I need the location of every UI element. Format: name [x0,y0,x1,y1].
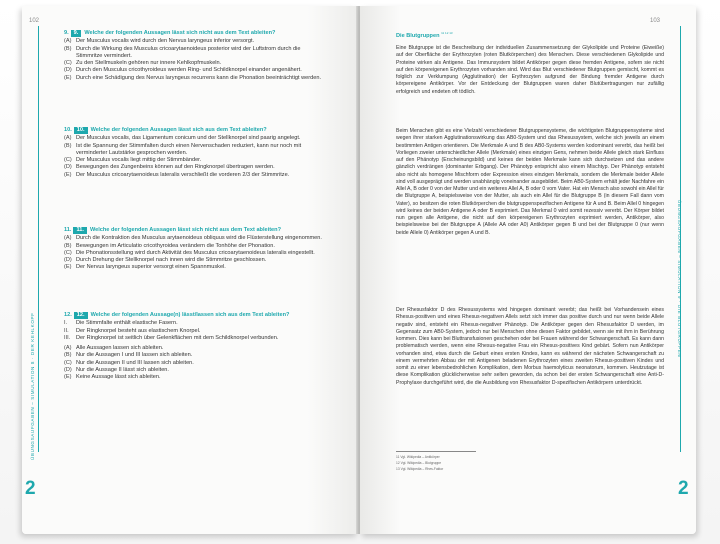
footnote: 13 Vgl. Wikipedia – Rhes-Faktor [396,467,444,471]
statement: III. Der Ringknorpel ist seitlich über Gelenkflächen mit dem Schildknorpel verbunden. [64,334,279,341]
question-heading [64,30,328,37]
answer-option: (E) Keine Aussage lässt sich ableiten. [64,374,161,381]
question-heading [64,127,328,134]
answer-option: (B) Durch die Wirkung des Musculus cricoarytaenoideus posterior wird der Luftstrom durch die Stimmritze vermindert. [64,45,301,59]
answer-option: (A) Der Musculus vocalis, das Ligamentum conicum und der Stellknorpel sind paarig angelegt. [64,135,301,142]
answer-option: (D) Durch den Musculus cricothyroideus werden Ring- und Schildknorpel einander angenähert. [64,67,302,74]
question-10 [64,127,328,179]
answer-option: (D) Bewegungen des Zungenbeins können auf den Ringknorpel übertragen werden. [64,164,275,171]
question-11 [64,227,328,272]
page-number: 102 [29,18,40,24]
answer-option: (A) Der Musculus vocalis wird durch den Nervus laryngeus inferior versorgt. [64,38,255,45]
statement: I. Die Stimmfalte enthält elastische Fasern. [64,320,178,327]
paragraph: Beim Menschen gibt es eine Vielzahl verschiedener Blutgruppensysteme, die wichtigsten Blutgruppensysteme sind wegen ihrer starken Agglutinationswirkung das AB0-System und das Rhesussystem, welche sich jeweils an einem bestimmten Antigen orientieren. Die Merkmale A und B des AB0-Systems werden kodominant vererbt, das heißt bei Vorliegen zweier unterschiedlicher Allele (Merkmale) eines einzigen Gens, nehmen beide Allele gleich stark Einfluss auf den Phänotyp (Erscheinungsbild) und keines der beiden Merkmale kann sich durchsetzen und das andere gänzlich verdrängen (dominanter Erbgang). Der Phänotyp entspricht also einem Mischtyp. Der Phänotyp entsteht also nicht als homogene Mischform oder Expression eines einzigen Merkmals, sondern die Merkmale beider Allele sind voll ausgeprägt und werden unabhängig voneinander ausgebildet. Beim AB0-System erhält jeder Nachfahre ein Allel A, B oder 0 von der Mutter und ein weiteres Allel A, B oder 0 vom Vater. Hat ein Mensch also sowohl ein Allel für die Blutgruppe A, beispielsweise von der Mutter, als auch ein Allel für die Blutgruppe B (in diesem Fall dann vom Vater), so besitzen die roten Blutkörperchen die blutgruppenspezifischen Antigene für A und B. Beim Allel 0 hingegen wird keines der beiden Antigene A oder B exprimiert. Das Merkmal 0 wird somit rezessiv vererbt. Der Körper bildet nun gegen alle Antigene, die nicht auf den körpereigenen Erythrozyten exprimiert werden, Antikörper, also beispielsweise bei der Blutgruppe A (Allele AA oder A0) Antikörper gegen B und bei der Blutgruppe 0 (nur wenn beide Allele 0) Antikörper gegen A und B. [396,128,664,236]
question-9 [64,30,328,82]
question-text: Welche der folgenden Aussagen lässt sich nicht aus dem Text ableiten? [84,30,276,36]
page-number: 103 [650,18,661,24]
footnote-divider [396,451,476,452]
answer-option: (B) Ist die Spannung der Stimmfalten durch einen Nervenschaden reduziert, kann nur noch mit verminderter Lautstärke gesprochen werden. [64,142,302,156]
question-12 [64,312,328,382]
question-number: 12. [64,312,72,318]
answer-option: (C) Zu den Stellmuskeln gehören nur innere Kehlkopfmuskeln. [64,60,222,67]
question-number-box: 10. [74,127,88,134]
answer-option: (D) Durch Drehung der Stellknorpel nach innen wird die Stimmritze geschlossen. [64,257,267,264]
answer-option: (B) Nur die Aussagen I und III lassen sich ableiten. [64,352,193,359]
paragraph: Eine Blutgruppe ist die Beschreibung der individuellen Zusammensetzung der Glykolipide und Proteine (Eiweiße) auf der Oberfläche der Erythrozyten (roten Blutkörperchen) des Menschen. Diese verschiedenen Glykolipide und Proteine wirken als Antigene. Das Immunsystem bildet Antikörper gegen diese fremden Antigene, sofern sie nicht auf den körpereigenen Erythrozyten vorhanden sind. Wird das Blut verschiedener Blutgruppen gemischt, kommt es folglich zur Verklumpung (Agglutination) der Erythrozyten aufgrund der Bindung fremder Antigene durch körpereigene Antikörper. Vor der Entdeckung der Blutgruppen waren daher Blutübertragungen nur zufällig erfolgreich und endeten oft tödlich. [396,45,664,95]
question-heading [64,312,328,319]
question-heading [64,227,328,234]
chapter-number: 2 [678,478,689,499]
statement: II. Der Ringknorpel besteht aus elastischem Knorpel. [64,327,201,334]
question-number: 11. [64,227,72,233]
side-rule [38,26,39,452]
question-text: Welche der folgenden Aussagen lässt sich nicht aus dem Text ableiten? [89,227,282,233]
side-chapter-label: ÜBUNGSAUFGABEN – SIMULATION 9 · DIE BLUTGRUPPEN [677,200,682,358]
question-number-box: 12. [74,312,88,319]
answer-option: (A) Alle Aussagen lassen sich ableiten. [64,345,164,352]
question-number: 9. [64,30,69,36]
section-title [396,31,453,39]
side-chapter-label: ÜBUNGSAUFGABEN – SIMULATION 8 · DER KEHLKOPF [30,312,35,460]
question-number-box: 9. [71,30,82,37]
answer-option: (C) Nur die Aussagen II und III lassen sich ableiten. [64,359,194,366]
answer-option: (C) Der Musculus vocalis liegt mittig der Stimmbänder. [64,157,202,164]
title-text: Die Blutgruppen [396,32,440,39]
answer-option: (B) Bewegungen im Articulatio cricothyroidea verändern die Tonhöhe der Phonation. [64,242,275,249]
footnote: 12 Vgl. Wikipedia – Blutgruppe [396,461,442,465]
answer-option: (C) Die Phonationsstellung wird durch Aktivität des Musculus cricoarytaenoideus lateralis eingestellt. [64,249,315,256]
question-text: Welche der folgenden Aussage(n) lässt/lassen sich aus dem Text ableiten? [90,312,290,318]
answer-option: (E) Der Nervus laryngeus superior versorgt einen Spannmuskel. [64,264,226,271]
footnote-refs: 11 12 13 [441,31,453,35]
answer-option: (A) Durch die Kontraktion des Musculus arytaenoideus obliquus wird die Flüsterstellung eingenommen. [64,235,322,242]
question-text: Welche der folgenden Aussagen lässt sich aus dem Text ableiten? [90,127,267,133]
answer-option: (E) Der Musculus cricoarytaenoideus lateralis verschließt die vorderen 2/3 der Stimmritze. [64,171,290,178]
answer-option: (E) Durch eine Schädigung des Nervus laryngeus recurrens kann die Phonation beeinträchtigt werden. [64,74,322,81]
question-number: 10. [64,127,72,133]
footnote: 11 Vgl. Wikipedia – Antikörper [396,455,440,459]
question-number-box: 11. [73,227,86,234]
answer-option: (D) Nur die Aussage II lässt sich ableiten. [64,367,169,374]
chapter-number: 2 [25,478,36,499]
paragraph: Der Rhesusfaktor D des Rhesussystems wird hingegen dominant vererbt; das heißt bei Vorhandensein eines Rhesus-positiven und eines Rhesus-negativen Allels setzt sich immer das positive durch und nur wenn beide Allele negativ sind, entsteht ein Rhesus-negativer Phänotyp. Die Antikörper gegen den Rhesusfaktor D werden, im Gegensatz zum AB0-System, jedoch nur bei Menschen ohne diesen Faktor gebildet, wenn sie mit ihm in Berührung kommen. Dies kann bei Bluttransfusionen geschehen oder bei Frauen während der Schwangerschaft. Es kann dann problematisch werden, wenn eine Rhesus-negative Frau ein Rhesus-positives Kind gebärt. Sofern nun Antikörper vorhanden sind, etwa durch die Geburt eines ersten Kindes, kann es während der nächsten Schwangerschaft zu einem vermehrten Abbau der mit Antigenen beladenen Erythrozyten eines zweiten Rhesus-positiven Kindes und somit zu einer lebensbedrohlichen Komplikation, dem Morbus haemolyticus neonatorum, kommen. Heutzutage ist diese Komplikation glücklicherweise sehr selten geworden, da schon bei der ersten Schwangerschaft eine Anti-D-Prophylaxe durchgeführt wird, die die Ausbildung von Rhesusfaktor D-spezifischen Antikörpern unterdrückt. [396,307,664,386]
